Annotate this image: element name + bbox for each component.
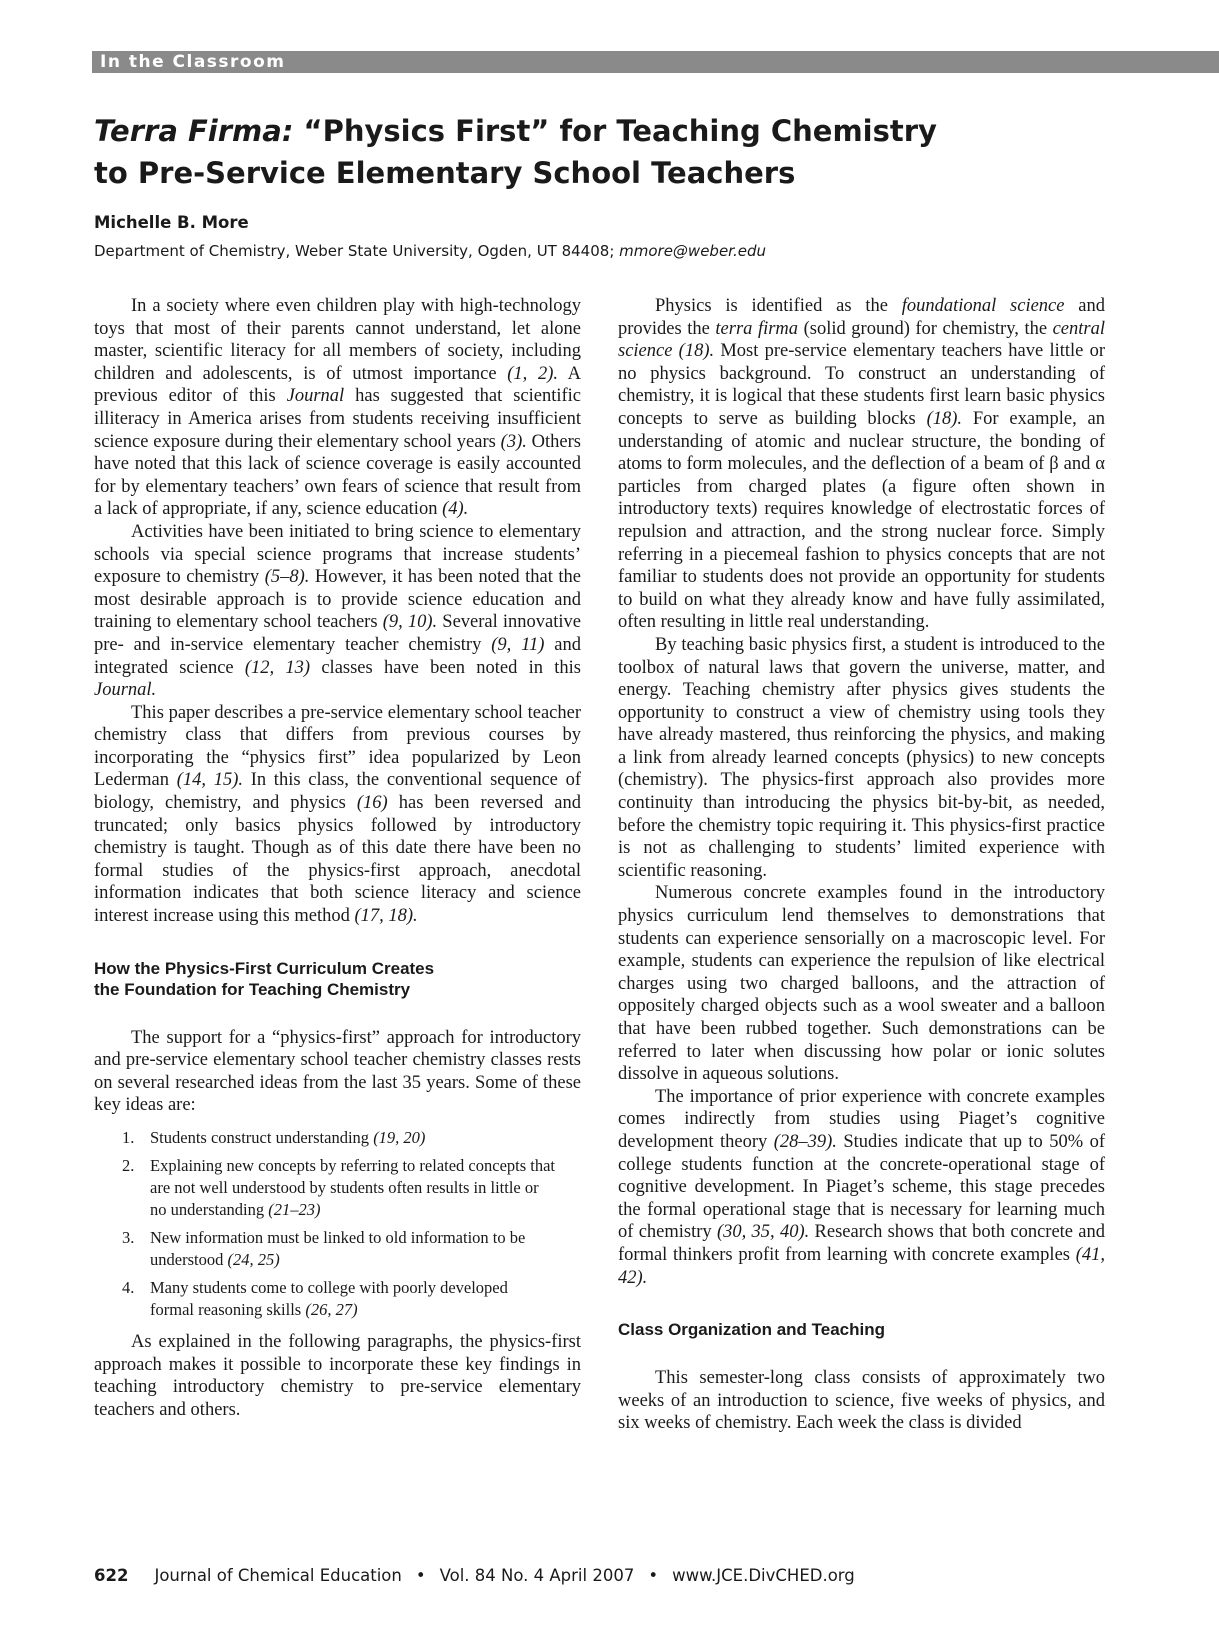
text: For example, an understanding of atomic and nuclear structure, the bonding of atoms to form molecules, and the deflection of a beam of β and α particles from charged plates (a figure often shown in introductory texts) requires knowledge of electrostatic forces of repulsion and attraction, and the strong nuclear force. Simply referring in a piecemeal fashion to physics concepts that are not familiar to students does not provide an opportunity for students to build on what they already know and have fully assimilated, often resulting in little real understanding. (618, 408, 1106, 633)
text: Research shows that both concrete and formal thinkers profit from learning with concrete examples (618, 1222, 1105, 1265)
text: and integrated science (94, 634, 581, 678)
article-title (94, 110, 1094, 194)
citation: (9, 10). (382, 612, 438, 633)
text: and provides the (618, 296, 1105, 339)
citation: (14, 15). (176, 770, 243, 791)
citation: (5–8). (264, 567, 310, 588)
citation: (18). (672, 341, 715, 362)
text: has suggested that scientific illiteracy in America arises from students receiving insufficient science exposure during their elementary school years (94, 386, 581, 452)
section-heading: Class Organization and Teaching (618, 1320, 886, 1340)
citation: (18). (926, 408, 963, 429)
citation: (1, 2). (507, 363, 558, 384)
issue-info: Vol. 84 No. 4 April 2007 (439, 1566, 635, 1585)
author-affiliation (94, 242, 766, 260)
right-column (618, 295, 1105, 1435)
citation: (17, 18). (354, 906, 418, 927)
text: However, it has been noted that the most desirable approach is to provide science education and training to elementary school teachers (94, 567, 582, 633)
text: Several innovative pre- and in-service elementary teacher chemistry (94, 612, 581, 655)
text: The importance of prior experience with concrete examples comes indirectly from studies using Piaget’s cognitive development theory (618, 1086, 1105, 1152)
text: Studies indicate that up to 50% of college students function at the concrete-operational stage of cognitive development. In Piaget’s scheme, this stage precedes the formal operational stage that is necessary for learning much of chemistry (618, 1131, 1105, 1243)
list-number: 1. (122, 1128, 135, 1147)
paragraph (94, 702, 581, 928)
text: Others have noted that this lack of science coverage is easily accounted for by elementary teachers’ own fears of science that result from a lack of appropriate, if any, science education (94, 431, 581, 520)
list-text: New information must be linked to old information to be understood (150, 1228, 526, 1269)
journal-title: Journal of Chemical Education (154, 1566, 402, 1585)
section-heading: How the Physics-First Curriculum Creates the Foundation for Teaching Chemistry (94, 958, 435, 999)
emphasis: terra firma (715, 318, 799, 339)
text: Physics is identified as the (655, 296, 902, 316)
separator: • (648, 1566, 659, 1585)
list-item (94, 1277, 555, 1321)
paragraph (94, 295, 581, 521)
paragraph: Numerous concrete examples found in the introductory physics curriculum lend themselves to demonstrations that students can experience sensorially on a macroscopic level. For example, students can experience the repulsion of like electrical charges using two charged balloons, and the attraction of oppositely charged objects such as a wool sweater and a balloon that have been rubbed together. Such demonstrations can be referred to later when discussing how polar or ionic solutes dissolve in aqueous solutions. (618, 883, 1105, 1085)
title-line1: “Physics First” for Teaching Chemistry (293, 114, 937, 148)
list-text: Explaining new concepts by referring to related concepts that are not well understood by students often results in little or no understanding (150, 1156, 556, 1219)
author-name: Michelle B. More (94, 213, 249, 232)
journal-name: Journal. (94, 680, 157, 701)
text: In a society where even children play with high-technology toys that most of their parents cannot understand, let alone master, scientific literacy for all members of society, including children and adolescents, is of utmost importance (94, 296, 581, 384)
citation: (16) (356, 793, 388, 814)
citation: (3). (500, 431, 527, 452)
emphasis: central science (618, 318, 1105, 362)
paragraph: As explained in the following paragraphs, the physics-first approach makes it possible to incorporate these key findings in teaching introductory chemistry to pre-service elementary teachers and others. (94, 1332, 581, 1420)
citation: (24, 25) (227, 1250, 280, 1269)
list-item (94, 1227, 555, 1271)
title-italic: Terra Firma: (94, 114, 294, 148)
citation: (12, 13) (244, 657, 311, 678)
list-number: 3. (122, 1228, 135, 1247)
citation: (4). (442, 499, 469, 520)
key-ideas-list (94, 1127, 581, 1321)
section-label: In the Classroom (100, 52, 286, 72)
page-footer (94, 1566, 855, 1585)
text: (solid ground) for chemistry, the (798, 318, 1053, 339)
citation: (26, 27) (305, 1300, 358, 1319)
list-item (94, 1127, 555, 1149)
text: Most pre-service elementary teachers have little or no physics background. To construct an understanding of chemistry, it is logical that these students first learn basic physics concepts to serve as building blocks (618, 341, 1105, 429)
separator: • (415, 1566, 426, 1585)
text: has been reversed and truncated; only basics physics followed by introductory chemistry is taught. Though as of this date there have been no formal studies of the physics-first approach, anecdotal information indicates that both science literacy and science interest increase using this method (94, 793, 582, 927)
title-line2: to Pre-Service Elementary School Teachers (94, 156, 796, 190)
paragraph (94, 521, 581, 702)
paragraph: By teaching basic physics first, a student is introduced to the toolbox of natural laws that govern the universe, matter, and energy. Teaching chemistry after physics gives students the opportunity to construct a view of chemistry using tools they have already mastered, thus reinforcing the physics, and making a link from already learned concepts (physics) to new concepts (chemistry). The physics-first approach also provides more continuity than introducing the physics bit-by-bit, as needed, before the chemistry topic requiring it. This physics-first practice is not as challenging to students’ limited experience with scientific reasoning. (618, 634, 1105, 881)
list-item (94, 1155, 555, 1221)
paragraph (618, 295, 1105, 634)
list-text: Students construct understanding (150, 1128, 374, 1147)
journal-url: www.JCE.DivCHED.org (672, 1566, 855, 1585)
citation: (21–23) (268, 1200, 321, 1219)
left-column (94, 295, 581, 1421)
author-email: mmore@weber.edu (619, 242, 766, 260)
paragraph: This semester-long class consists of approximately two weeks of an introduction to science, five weeks of physics, and six weeks of chemistry. Each week the class is divided (618, 1368, 1105, 1434)
citation: (28–39). (773, 1131, 837, 1152)
affiliation-text: Department of Chemistry, Weber State University, Ogden, UT 84408; (94, 242, 620, 260)
journal-name: Journal (286, 386, 345, 407)
text: In this class, the conventional sequence of biology, chemistry, and physics (94, 770, 581, 814)
citation: (30, 35, 40). (716, 1222, 810, 1243)
paragraph (618, 1086, 1105, 1289)
text: This paper describes a pre-service elementary school teacher chemistry class that differs from previous courses by incorporating the “physics first” idea popularized by Leon Lederman (94, 702, 581, 791)
page-number: 622 (94, 1566, 129, 1585)
citation: (19, 20) (373, 1128, 426, 1147)
list-number: 2. (122, 1156, 135, 1175)
citation: (9, 11) (491, 634, 545, 655)
section-banner (92, 51, 1219, 73)
paragraph: The support for a “physics-first” approach for introductory and pre-service elementary school teacher chemistry classes rests on several researched ideas from the last 35 years. Some of these key ideas are: (94, 1027, 581, 1116)
text: A previous editor of this (94, 363, 581, 407)
list-number: 4. (122, 1278, 135, 1297)
list-text: Many students come to college with poorly developed formal reasoning skills (150, 1278, 508, 1319)
text: Activities have been initiated to bring science to elementary schools via special science programs that increase students’ exposure to chemistry (94, 521, 581, 588)
citation: (41, 42). (618, 1244, 1105, 1288)
text: classes have been noted in this (310, 657, 581, 678)
emphasis: foundational science (901, 296, 1065, 316)
